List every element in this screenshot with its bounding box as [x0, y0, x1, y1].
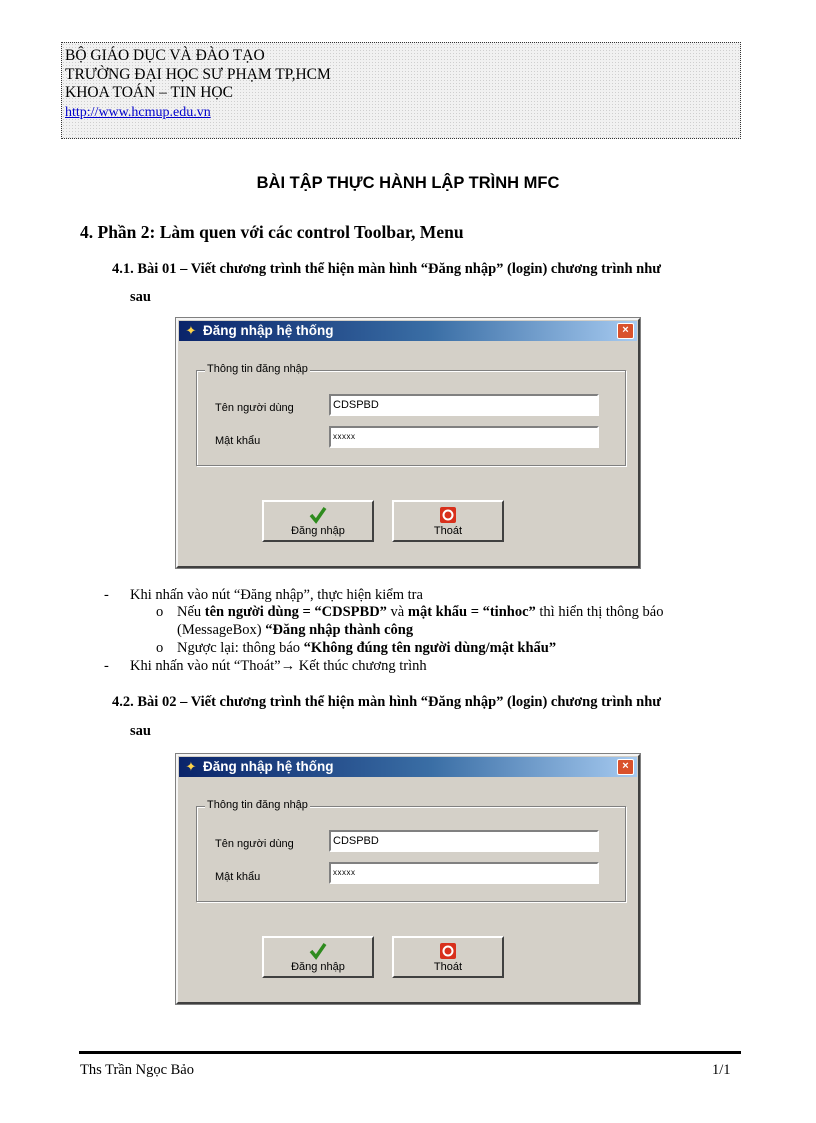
footer-rule — [79, 1051, 741, 1054]
bullet-circle: o — [156, 640, 164, 656]
username-input[interactable]: CDSPBD — [329, 830, 599, 852]
login-button[interactable] — [262, 936, 374, 978]
login-button-label: Đăng nhập — [291, 525, 345, 537]
footer-page-number: 1/1 — [712, 1062, 731, 1078]
login-dialog-1 — [176, 318, 640, 568]
login-button[interactable] — [262, 500, 374, 542]
exercise-1-heading: 4.1. Bài 01 – Viết chương trình thể hiện màn hình “Đăng nhập” (login) chương trình như — [112, 261, 661, 277]
login-info-group — [196, 363, 626, 466]
exit-button[interactable] — [392, 936, 504, 978]
footer-author: Ths Trần Ngọc Bảo — [80, 1062, 194, 1078]
checkmark-icon — [264, 505, 372, 525]
app-icon: ✦ — [185, 759, 197, 774]
password-input[interactable]: xxxxx — [329, 426, 599, 448]
header-faculty: KHOA TOÁN – TIN HỌC — [65, 84, 233, 101]
bullet-dash: - — [104, 587, 109, 603]
dialog-titlebar[interactable] — [179, 321, 637, 341]
bullet-circle: o — [156, 604, 164, 620]
note-login-check: Khi nhấn vào nút “Đăng nhập”, thực hiện kiểm tra — [130, 587, 423, 603]
group-label: Thông tin đăng nhập — [207, 363, 308, 375]
text-run: Nếu — [177, 604, 205, 620]
note-success-condition — [177, 604, 663, 620]
exercise-2-heading: 4.2. Bài 02 – Viết chương trình thể hiện màn hình “Đăng nhập” (login) chương trình như — [112, 694, 661, 710]
exit-button-label: Thoát — [433, 961, 463, 973]
text-run: (MessageBox) — [177, 622, 266, 638]
header-ministry: BỘ GIÁO DỤC VÀ ĐÀO TẠO — [65, 47, 265, 64]
exercise-1-heading-cont: sau — [130, 289, 151, 305]
text-run-bold: mật khẩu = “tinhoc” — [407, 604, 536, 620]
password-input[interactable]: xxxxx — [329, 862, 599, 884]
text-run: Ngược lại: thông báo — [177, 640, 304, 656]
dialog-title: Đăng nhập hệ thống — [203, 759, 334, 774]
text-run: thì hiển thị thông báo — [535, 604, 664, 620]
exercise-2-heading-cont: sau — [130, 723, 151, 739]
document-title: BÀI TẬP THỰC HÀNH LẬP TRÌNH MFC — [256, 174, 560, 192]
group-label: Thông tin đăng nhập — [207, 799, 308, 811]
power-icon — [394, 941, 502, 961]
header-box — [61, 42, 741, 139]
exit-button-label: Thoát — [433, 525, 463, 537]
text-run: và — [386, 604, 408, 620]
dialog-titlebar[interactable] — [179, 757, 637, 777]
note-exit: Khi nhấn vào nút “Thoát”→ Kết thúc chương trình — [130, 658, 427, 674]
power-icon — [394, 505, 502, 525]
password-label: Mật khẩu — [215, 871, 261, 883]
login-dialog-2 — [176, 754, 640, 1004]
close-button[interactable]: × — [617, 323, 634, 339]
header-link[interactable]: http://www.hcmup.edu.vn — [65, 104, 211, 120]
header-university: TRƯỜNG ĐẠI HỌC SƯ PHẠM TP,HCM — [65, 65, 331, 83]
login-info-group — [196, 799, 626, 902]
app-icon: ✦ — [185, 323, 197, 338]
text-run-bold: “Không đúng tên người dùng/mật khẩu” — [303, 640, 557, 656]
dialog-title: Đăng nhập hệ thống — [203, 323, 334, 338]
note-success-message — [177, 622, 413, 638]
close-button[interactable]: × — [617, 759, 634, 775]
bullet-dash: - — [104, 658, 109, 674]
password-label: Mật khẩu — [215, 435, 261, 447]
login-button-label: Đăng nhập — [291, 961, 345, 973]
username-label: Tên người dùng — [215, 838, 294, 850]
text-run-bold: “Đăng nhập thành công — [265, 622, 414, 638]
exit-button[interactable] — [392, 500, 504, 542]
note-failure — [177, 640, 556, 656]
section-heading: 4. Phần 2: Làm quen với các control Toolbar, Menu — [80, 222, 464, 242]
username-label: Tên người dùng — [215, 402, 294, 414]
checkmark-icon — [264, 941, 372, 961]
text-run-bold: tên người dùng = “CDSPBD” — [204, 604, 387, 620]
username-input[interactable]: CDSPBD — [329, 394, 599, 416]
